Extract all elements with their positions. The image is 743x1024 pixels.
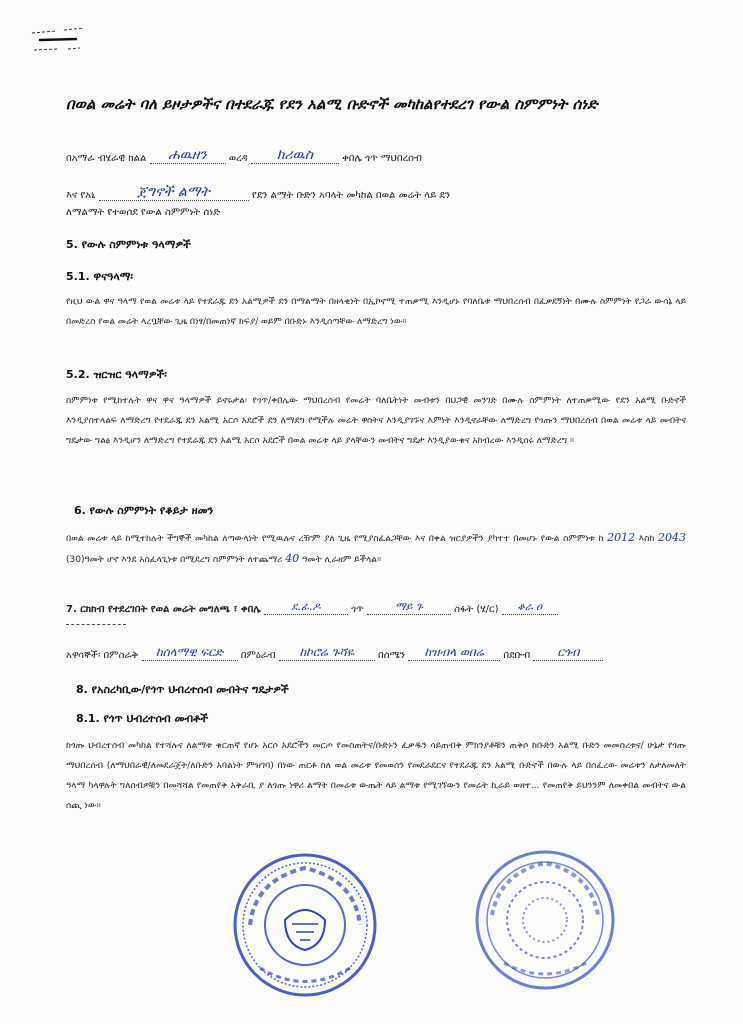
- section-7-kebele: ደ.ፊ.ዶ: [291, 600, 321, 613]
- section-8-1-heading: 8.1. የጎጥ ህብረተሰብ መብቶች: [76, 712, 209, 725]
- woreda-value: ሐዉዘን: [168, 147, 207, 163]
- got-label: ጎጥ: [351, 604, 364, 615]
- section-6-text: በወል መሬቱ ላይ ከሚተከሉት ችግኞች መካከል ለጣውላነት የሚዉሉና ረዥም ያለ ጊዜ የሚያስፈልጋቸው እና በቀል ዝርያዎችን ያካተተ በመሆኑ የውል ስምምነቱ ከ 2012 እስከ 2043 (30)ዓመት ሆኖ እንደ አስፈላጊነቱ በሚደረግ ስምምነት ለተጨማሪ 40 ዓመት ሊራዘም ይችላል።: [66, 531, 686, 565]
- parties-line-3: ለማልማት የተወሰደ የውል ስምምነት ሰነድ: [66, 207, 221, 218]
- boundary-south-value: ርጎብ: [557, 645, 580, 659]
- corner-mark: [28, 22, 88, 56]
- end-year: 2043: [658, 531, 686, 544]
- section-5-1-text: የዚህ ውል ዋና ዓላማ የወል መሬቱ ላይ የተደራጁ ደን አልሚዎች ደን በማልማት በዘላቂነት በኢኮኖሚ ተጠቃሚ እንዲሆኑ የባለቤቱ ማህበረሰብ በፈቃደኝነት በሙሉ ስምምነት የጋራ ውሳኔ ላይ በመድረስ የወል መሬት ላረቧቸው ጊዜ በነፃ/በመጠነኛ ክፍያ/ ወይም በቡድኑ እንዲሰጣቸው ለማድረግ ነው።: [66, 297, 686, 327]
- group-suffix: የደን ልማት ቡድን አባላት መካከል በወል መሬት ላይ ደን: [251, 190, 451, 201]
- right-official-seal: [470, 845, 620, 995]
- parties-line-2: [66, 184, 450, 201]
- group-prefix: እና የአኒ: [66, 190, 96, 201]
- parties-line-1: [66, 147, 422, 164]
- boundary-east-label: አዋሳኞች፡ በምስራቅ: [66, 650, 139, 661]
- region-prefix: በአማራ ብሄራዊ ክልል: [66, 153, 147, 164]
- boundaries-line: [66, 645, 603, 661]
- boundary-south-label: በደቡብ: [503, 650, 531, 661]
- extension-years: 40: [285, 552, 300, 565]
- document-title: በወል መሬት ባለ ይዞታዎችና በተደራጁ የደን አልሚ ቡድኖች መካከልየተደረገ የውል ስምምነት ሰነድ: [66, 95, 598, 113]
- divider-line: [66, 624, 126, 625]
- kebele-value: ክሪዉስ: [276, 147, 313, 163]
- start-year: 2012: [607, 531, 636, 544]
- kebele-label: ቀበሌ: [342, 153, 362, 164]
- area-value: ቆራ ዐ: [517, 600, 543, 613]
- section-8-heading: 8. የአስረካቢው/የጎጥ ህብረተሰብ መብትና ግዴታዎች: [76, 683, 289, 696]
- section-5-2-heading: 5.2. ዝርዝር ዓላማዎች፡: [66, 368, 167, 381]
- area-label: ስፋት (ሄ/ር): [454, 604, 499, 615]
- left-official-seal: [230, 850, 380, 1000]
- section-7-heading: 7. ርክክብ የተደረገበት የወል መሬት መግለጫ ፣ ቀበሌ: [66, 604, 261, 615]
- section-6-heading: 6. የውሉ ስምምነት የቆይታ ዘመን: [74, 504, 214, 517]
- section-5-2-text: ስምምነቱ የሚከተሉት ዋና ዋና ዓላማዎች ይኖሩታል፡ የጎጥ/ቀበሌው ማህበረሰብ የመሬት ባለቤትነት መብቱን በህጋዊ መንገድ በሙሉ ስምምነት ለተጠቃሚው የደን አልሚ ቡድኖች እንዲያስተላልፍ ለማድረግ የተደራጁ ደን አልሚ አርሶ አደሮች ደን ለማደግ የሚችሉ መሬት ዋስትና እንዲያገኙና እምነት እንዲኖራቸው ለማድረግ የጎጡን ማህበረሰብ በወል መሬቱ ላይ መብትና ግዴታው ግልፅ እንዲሆን ለማድረግ የተደራጁ ደን አልሚ አርሶ አደሮች በወል መሬቱ ላይ ያላቸውን መብትና ግዴታ እንዲያውቁና አክብረው እንዲሰሩ ለማድረግ ።: [66, 396, 686, 446]
- section-5-1-heading: 5.1. ዋናዓላማ፡: [66, 270, 133, 283]
- section-5-heading: 5. የውሉ ስምምነቱ ዓላማዎች: [66, 238, 191, 251]
- got-value: ማይ ጉ: [395, 600, 423, 613]
- section-7-line: [66, 600, 558, 615]
- community-suffix: ጎጥ ማህበረሰብ: [365, 153, 422, 164]
- boundary-north-value: ከዝብላ ወበሬ: [424, 645, 484, 659]
- boundary-east-value: ከሰላማዊ ፍርድ: [156, 645, 224, 659]
- woreda-label: ወረዳ: [228, 153, 248, 164]
- section-8-1-text: ከጎጡ ህብረተሰብ መካከል የተሻሉና ለልማቱ ቁርጠኛ የሆኑ አርሶ አደሮችን መርጦ የመስጠትና/ቡድኑን ፈቃዱን ሳይጠብቅ ምክንያቶቹን ጠቅሶ ከቡድን አልሚ ቡድን መመስረቱና/ ሁኔታ የጎጡ ማህበረሰብ (ለማህበራዊ/ለመደራጀት/ለቡድን አባልነት ምዝገባ) በነው ጠርቶ ስለ ወል መሬቱ የመወሰን የመደራደርና የተደራጁ ደን አልሚ ቡድኖች በውሉ ላይ በሰፈረው መሬቱን ለታለመለት ዓላማ ካላዋሉት ግለሰብዎቹን በመሻሻል የመጠየቅ አቅራቢ ያ ለጎጡ ነዋሪ ልማት በመሬቱ ውጤት ላይ ልማቱ የሚገኘውን የመሬት ኪራይ ወዘተ... የመጠየቅ ይህንንም ለመቀበል መብትና ውል ሰጪ ነው።: [66, 741, 686, 811]
- group-value: ጀግኖች ልማት: [137, 184, 210, 200]
- boundary-west-value: ከኮሮሬ ጉሻዬ: [299, 645, 355, 659]
- boundary-west-label: በምዕራብ: [240, 650, 276, 661]
- boundary-north-label: በሰሜን: [378, 650, 405, 661]
